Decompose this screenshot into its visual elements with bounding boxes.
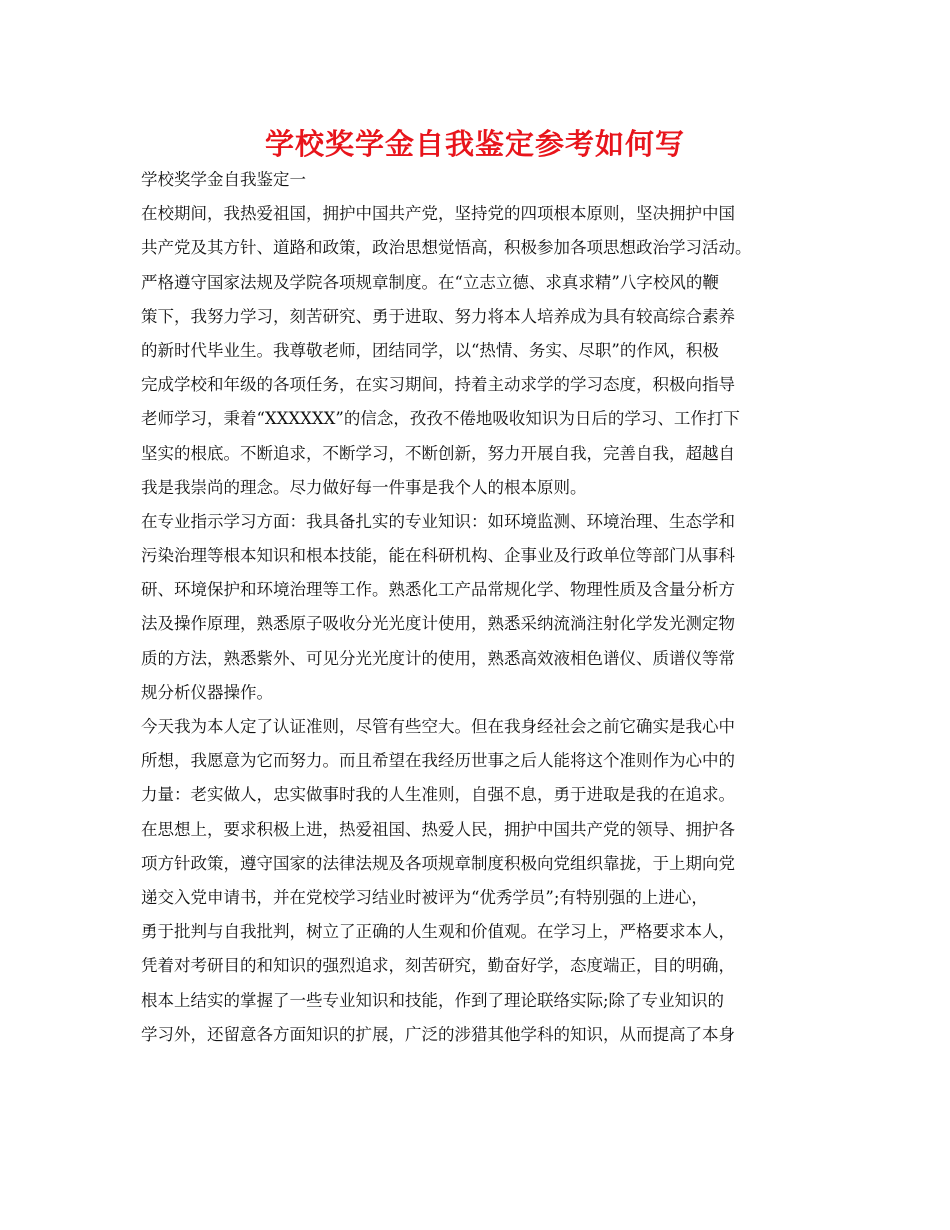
paragraph-line: 老师学习，秉着“XXXXXX”的信念，孜孜不倦地吸收知识为日后的学习、工作打下: [141, 409, 740, 429]
paragraph-line: 勇于批判与自我批判，树立了正确的人生观和价值观。在学习上，严格要求本人，: [141, 922, 735, 942]
paragraph-line: 的新时代毕业生。我尊敬老师，团结同学，以“热情、务实、尽职”的作风，积极: [141, 340, 719, 360]
paragraph-line: 污染治理等根本知识和根本技能，能在科研机构、企事业及行政单位等部门从事科: [141, 546, 735, 566]
paragraph-line: 共产党及其方针、道路和政策，政治思想觉悟高，积极参加各项思想政治学习活动。: [141, 238, 752, 258]
paragraph-line: 在专业指示学习方面：我具备扎实的专业知识：如环境监测、环境治理、生态学和: [141, 511, 735, 531]
paragraph-line: 我是我崇尚的理念。尽力做好每一件事是我个人的根本原则。: [141, 477, 587, 497]
paragraph-line: 策下，我努力学习，刻苦研究、勇于进取、努力将本人培养成为具有较高综合素养: [141, 306, 735, 326]
paragraph-line: 项方针政策，遵守国家的法律法规及各项规章制度积极向党组织靠拢，于上期向党: [141, 853, 735, 873]
paragraph-line: 学习外，还留意各方面知识的扩展，广泛的涉猎其他学科的知识，从而提高了本身: [141, 1024, 735, 1044]
document-title: 学校奖学金自我鉴定参考如何写: [264, 127, 685, 161]
document-body: [141, 163, 831, 1052]
paragraph-line: 在思想上，要求积极上进，热爱祖国、热爱人民，拥护中国共产党的领导、拥护各: [141, 819, 735, 839]
paragraph-line: 递交入党申请书，并在党校学习结业时被评为“优秀学员”;有特别强的上进心，: [141, 887, 708, 907]
paragraph-line: 所想，我愿意为它而努力。而且希望在我经历世事之后人能将这个准则作为心中的: [141, 751, 735, 771]
paragraph-line: 凭着对考研目的和知识的强烈追求，刻苦研究，勤奋好学，态度端正，目的明确，: [141, 956, 735, 976]
paragraph-line: 根本上结实的掌握了一些专业知识和技能，作到了理论联络实际;除了专业知识的: [141, 990, 725, 1010]
paragraph-line: 力量：老实做人，忠实做事时我的人生准则，自强不息，勇于进取是我的在追求。: [141, 785, 735, 805]
paragraph-line: 法及操作原理，熟悉原子吸收分光光度计使用，熟悉采纳流淌注射化学发光测定物: [141, 614, 735, 634]
paragraph-line: 质的方法，熟悉紫外、可见分光光度计的使用，熟悉高效液相色谱仪、质谱仪等常: [141, 648, 735, 668]
paragraph-line: 学校奖学金自我鉴定一: [141, 170, 306, 189]
paragraph-line: 完成学校和年级的各项任务，在实习期间，持着主动求学的学习态度，积极向指导: [141, 375, 735, 395]
paragraph-line: 今天我为本人定了认证准则，尽管有些空大。但在我身经社会之前它确实是我心中: [141, 717, 735, 736]
paragraph-line: 在校期间，我热爱祖国，拥护中国共产党，坚持党的四项根本原则，坚决拥护中国: [141, 204, 735, 224]
paragraph-line: 坚实的根底。不断追求，不断学习，不断创新，努力开展自我，完善自我，超越自: [141, 443, 735, 463]
paragraph-line: 严格遵守国家法规及学院各项规章制度。在“立志立德、求真求精”八字校风的鞭: [141, 272, 719, 292]
paragraph-line: 规分析仪器操作。: [141, 682, 273, 702]
paragraph-line: 研、环境保护和环境治理等工作。熟悉化工产品常规化学、物理性质及含量分析方: [141, 580, 735, 600]
